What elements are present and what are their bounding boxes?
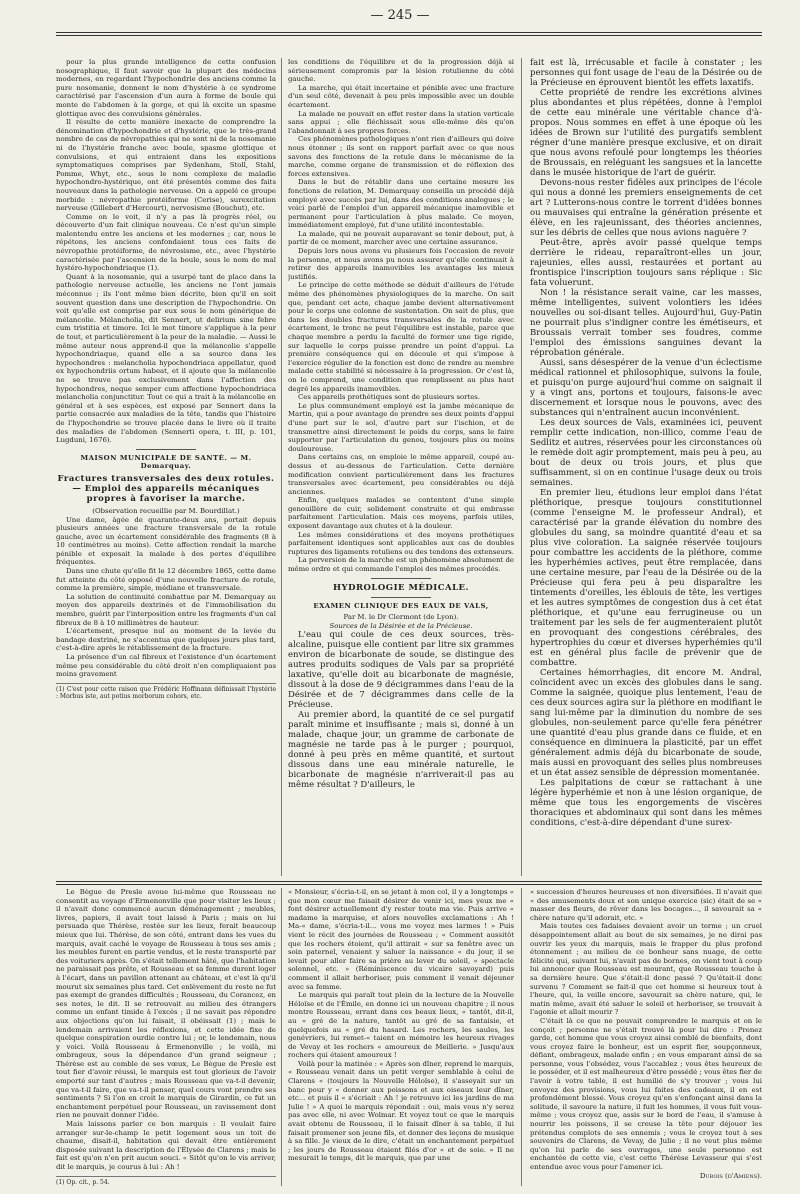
paragraph: Le plus communément employé est la jambe mécanique de Martin, qui a pour avantage de prendre ses deux points d'appui d'une part sur le sol, d'autre part sur l'ischion, et de transmettre ainsi directement le poids du corps, sans le faire supporter par l'articulation du genou, toujours plus ou moins douloureuse. bbox=[288, 401, 514, 453]
paragraph: Ces appareils prothétiques sont de plusieurs sortes. bbox=[298, 393, 481, 402]
page-number: — 245 — bbox=[370, 8, 430, 23]
paragraph: La solution de continuité combattue par M. Demarquay au moyen des appareils dextrinés et de l'immobilisation du membre, guérit par l'interposition entre les fragments d'un cal fibreux de 8 à 10 millimètres de hauteur. bbox=[56, 592, 276, 627]
paragraph: La marche, qui était incertaine et pénible avec une fracture d'un seul côté, devenait à peu près impossible avec un double écartement. bbox=[288, 83, 514, 109]
subheading: Sources de la Désirée et de la Précieuse. bbox=[329, 621, 473, 630]
paragraph: Aussi, sans désespérer de la venue d'un éclectisme médical rationnel et philosophique, suivons la foule, et puisqu'on purge aujourd'hui comme on saignait il y a vingt ans, portons et toujours, faisons-le avec discernement et lorsque nous le pouvons, avec des substances qui n'entraînent aucun inconvénient. bbox=[530, 358, 762, 418]
footnote: (1) C'est pour cette raison que Frédéric Hoffmann définissait l'hystérie : Morbus iste, aut potius morborum cohors, etc. bbox=[56, 683, 276, 701]
paragraph: Le Bègue de Presle avoue lui-même que Rousseau ne consentit au voyage d'Ermenonville que pour visiter les lieux ; il n'avait donc commencé aucun déménagement ; meubles, livres, papiers, il avait tout laissé à Paris ; mais on lui persuada que Thérèse, restée sur les lieux, ferait beaucoup mieux que lui. Thérèse, de son côté, entrant dans les vues du marquis, avait caché le voyage de Rousseau à tous ses amis ; les meubles furent en partie vendus, et le reste transporté par des voituriers après. On s'était tellement hâté, que l'habitation ne paraissait pas prête, et Rousseau et sa femme durent loger à l'écart, dans un pavillon attenant au château, et c'est là qu'il mourut six semaines plus tard. Cet enlèvement du reste ne fut pas exempt de grandes difficultés ; Rousseau, du Corancez, en ses notes, le dit. Il se retrouvait au milieu des étrangers comme un enfant timide à l'excès ; il ne savait pas répondre aux objections qu'on lui faisait, il obéissait (1) ; mais le lendemain arrivaient les réflexions, et cette idée fixe de quelque conspiration ourdie contre lui ; or, le lendemain, nous y voici. Voilà Rousseau à Ermenonville ; le voilà, mi ombrageux, sous la dépendance d'un grand seigneur ; Thérèse est au comble de ses vœux, Le Bègue de Presle est tout fier d'avoir réussi, le marquis est tout glorieux de l'avoir emporté sur tant d'autres ; mais Rousseau que va-t-il devenir, que va-t-il faire, que va-t-il penser, quel cours vont prendre ses sentiments ? Si l'on en croit le marquis de Girardin, ce fut un enchantement perpétuel pour Rousseau, un ravissement dont rien ne pouvait donner l'idée. bbox=[56, 888, 276, 1120]
column-divider bbox=[521, 58, 522, 876]
column-divider bbox=[281, 58, 282, 876]
feuilleton-column-1 bbox=[56, 888, 276, 1186]
paragraph: C'était là ce que ne pouvait comprendre le marquis et on le conçoit ; personne ne s'était trouvé là pour lui dire : Prenez garde, cet homme que vous croyez ainsi comblé de bienfaits, dont vous croyez faire le bonheur, est un esprit fier, soupçonneux, défiant, ombrageux, malade enfin ; en vous emparant ainsi de sa personne, vous l'obsédez, vous l'accablez ; vous êtes heureux de le posséder, et il est malheureux d'être possédé ; vous êtes fier de l'avoir à votre table, il est humilié de s'y trouver ; vous lui envoyez des provisions, vous lui faites des cadeaux, il en est profondément blessé. Vous croyez qu'en s'enfonçant ainsi dans la solitude, il savoure la nature, il fuit les hommes, il vous fuit vous-même ; vous croyez que, assis sur le bord de l'eau, il s'amuse à nourrir les poissons, il se creuse la tête pour déjouer les prétendus complots de ses ennemis ; vous le croyez tout à ses souvenirs de Clarens, de Vevay, de Julie ; il ne veut plus même qu'on lui parle de ses ouvrages, une seule personne est enchantée de cette vie, c'est cette Thérèse Levasseur qui s'est entendue avec vous pour l'amener ici. bbox=[530, 1016, 762, 1171]
feuilleton-column-2 bbox=[288, 888, 514, 1186]
paragraph: Comme on le voit, il n'y a pas là progrès réel, ou découverte d'un fait clinique nouveau. Ce n'est qu'un simple malentendu entre les anciens et les modernes ; car, nous le répétons, les anciens confondaient tous ces faits de névropathie protéiforme, de névrosisme, etc., avec l'hystérie caractérisée par l'ascension de la boule, sous le nom de mal hystéro-hypochondriaque (1). bbox=[56, 212, 276, 273]
footnote: (1) Op. cit., p. 54. bbox=[56, 1176, 276, 1186]
signature: Dubois (d'Amiens). bbox=[699, 1171, 762, 1180]
paragraph: Peut-être, après avoir passé quelque temps derrière le rideau, reparaîtront-elles un jour, rajeunies, elles aussi, restaurées et portant au frontispice l'inscription toujours sans réplique : Sic fata voluerunt. bbox=[530, 238, 762, 288]
paragraph: Dans une chute qu'elle fit le 12 décembre 1865, cette dame fut atteinte du côté opposé d'une nouvelle fracture de rotule, comme la première, simple, médiane et transversale. bbox=[56, 567, 276, 593]
paragraph: Il résulte de cette manière inexacte de comprendre la dénomination d'hypochondrie et d'hystérie, que le très-grand nombre de cas de névropathies qui ne sont ni de la nosomanie ni de l'hystérie franche avec boule, spasme glottique et convulsions, et qui entraient dans les expositions symptomatiques comprises par Sydenham, Stoll, Stahl, Pomme, Whyt, etc., sous le nom complexe de maladie hypochondro-hystérique, ont été présentés comme des faits nouveaux dans la pathologie nerveuse. On a appelé ce groupe morbide : névropathie protéiforme (Cerise), surexcitation nerveuse (Gillebert d'Hercourt), nervosisme (Bouchut), etc. bbox=[56, 118, 276, 213]
paragraph: Quant à la nosomanie, qui a usurpé tant de place dans la pathologie nerveuse actuelle, les anciens ne l'ont jamais méconnue ; ils l'ont même bien décrite, bien qu'il en soit souvent question dans une description de l'hypochondrie. On voit qu'elle est comprise par eux sous le nom générique de mélancolie. Mélancholia, dit Sennert, ut delirium sine febre cum tristitia et timore. Ici le mot timore s'applique à la peur de tout, et particulièrement à la peur de la maladie. — Aussi le même auteur nous apprend-il que la mélancolie s'appelle hypochondriaque, quand elle a sa source dans les hypochondres : melancholia hypochondriaca appellatur, quod ex hypochondriis ortum habeat, et il ajoute que la mélancolie ne se trouve pas exclusivement dans l'affection des hypochondres, neque semper cum affectione hypochondriaca melancholia conjunctitur. Tout ce qui a trait à la mélancolie en général et à ses espèces, est exposé par Sennert dans la partie consacrée aux maladies de la tête, tandis que l'histoire de l'hypochondrie se trouve placée dans le livre où il traite des maladies de l'abdomen (Sennerti opera, t. III, p. 101, Lugduni, 1676). bbox=[56, 272, 276, 445]
paragraph: L'eau qui coule de ces deux sources, très-alcaline, puisque elle contient par litre six grammes environ de bicarbonate de soude, se distingue des autres produits sodiques de Vals par sa propriété laxative, qu'elle doit au bicarbonate de magnésie, dissout à la dose de 9 décigrammes dans l'eau de la Désirée et de 7 décigrammes dans celle de la Précieuse. bbox=[288, 630, 514, 711]
paragraph: La malade, qui ne pouvait auparavant se tenir debout, put, à partir de ce moment, marcher avec une certaine assurance. bbox=[288, 229, 514, 247]
paragraph: Depuis lors nous avons vu plusieurs fois l'occasion de revoir la personne, et nous avons pu nous assurer qu'elle continuait à retirer des appareils inamovibles les avantages les mieux justifiés. bbox=[288, 247, 514, 281]
paragraph: La présence d'un cal fibreux et l'existence d'un écartement même peu considérable du côté droit n'en compliquaient pas moins gravement bbox=[56, 653, 276, 679]
paragraph: les conditions de l'équilibre et de la progression déjà si sérieusement compromis par la lésion rotulienne du côté gauche. bbox=[288, 58, 514, 84]
feuilleton-rule bbox=[56, 881, 762, 882]
paragraph: Mais laissons parler ce bon marquis : Il voulait faire arranger sur-le-champ le petit logement sous un toit de chaume, disait-il, habitation qui devait être entièrement disposée suivant la description de l'Élysée de Clarens ; mais le fait est qu'on n'en prit aucun souci. « Sitôt qu'on le vis arriver, dit le marquis, je courus à lui : Ah ! bbox=[56, 1120, 276, 1171]
separator bbox=[136, 449, 196, 450]
paragraph: Devons-nous rester fidèles aux principes de l'école qui nous a donné les premiers enseignements de cet art ? Lutterons-nous contre le torrent d'idées bonnes ou mauvaises qui entraîne la génération présente et élève, en les rajeunissant, des théories anciennes, sur les débris de celles que nous avions naguère ? bbox=[530, 178, 762, 238]
paragraph: Au premier abord, la quantité de ce sel purgatif paraît minime et insuffisante ; mais si, donné à un malade, chaque jour, un gramme de carbonate de magnésie ne tarde pas à le purger ; pourquoi, donné à peu près en même quantité, et surtout dissous dans une eau minérale naturelle, le bicarbonate de magnésie n'arriverait-il pas au même résultat ? D'ailleurs, le bbox=[288, 710, 514, 791]
article-title: Fractures transversales des deux rotules. — Emploi des appareils mécaniques propres à favoriser la marche. bbox=[57, 473, 275, 504]
article-title: EXAMEN CLINIQUE DES EAUX DE VALS, bbox=[313, 601, 489, 610]
paragraph: En premier lieu, étudions leur emploi dans l'état pléthorique, presque toujours constitutionnel (comme l'enseigne M. le professeur Andral), et caractérisé par la grande élévation du nombre des globules du sang, sa moindre quantité d'eau et sa plus vive coloration. La saignée réservée toujours pour combattre les accidents de la pléthore, comme les hyperhémies actives, peut être remplacée, dans une certaine mesure, par l'eau de la Désirée ou de la Précieuse qui fera peu à peu disparaître les tintements d'oreilles, les éblouis de tête, les vertiges et les autres symptômes de congestion dus à cet état pléthorique, et qu'une eau ferrugineuse ou un traitement par les sels de fer augmenteraient plutôt en provoquant des congestions cérébrales, des hypertrophies du cœur et diverses hyperhémies qu'il est en général plus facile de prévenir que de combattre. bbox=[530, 488, 762, 668]
paragraph: pour la plus grande intelligence de cette confusion nosographique, il faut savoir que la plupart des médecins modernes, en regardant l'hypochondrie des anciens comme la pure nosomanie, donnent le nom d'hystérie à ce syndrome caractérisé par l'ascension d'un aura à forme de boule qui monte de l'abdomen à la gorge, et qui là excite un spasme glottique avec des convulsions générales. bbox=[56, 58, 276, 118]
section-heading: MAISON MUNICIPALE DE SANTÉ. — M. Demarquay. bbox=[80, 453, 252, 471]
paragraph: Dans certains cas, on emploie le même appareil, coupé au-dessus et au-dessous de l'articulation. Cette dernière modification convient particulièrement dans les fractures transversales avec écartement, peu considérables ou déjà anciennes. bbox=[288, 453, 514, 496]
header-rule-bottom bbox=[56, 35, 762, 36]
paragraph: Mais toutes ces fadaises devaient avoir un terme ; un cruel désappointement allait au bout de six semaines, je ne dirai pas ouvrir les yeux du marquis, mais le frapper du plus profond étonnement ; au milieu de ce bonheur sans nuage, de cette félicité qui, suivant lui, n'avait pas de bornes, on vient tout à coup lui annoncer que Rousseau est mourant, que Rousseau touche à sa dernière heure. Que s'était-il donc passé ? Qu'était-il donc survenu ? Comment se fait-il que cet homme si heureux tout à l'heure, qui, la veille encore, savourait sa chère nature, qui, le matin même, avait été saluer le soleil et herboriser, se trouvait à l'agonie et allait mourir ? bbox=[530, 922, 762, 1017]
paragraph: Cette propriété de rendre les excrétions alvines plus abondantes et plus répétées, donne à l'emploi de cette eau minérale une véritable chance d'à-propos. Nous sommes en effet à une époque où les idées de Brown sur l'utilité des purgatifs semblent régner d'une manière presque exclusive, et on dirait que nous avons refoulé pour longtemps les théories de Broussais, en reléguant les sangsues et la lancette dans le musée historique de l'art de guérir. bbox=[530, 88, 762, 178]
column-3 bbox=[530, 58, 762, 876]
column-1 bbox=[56, 58, 276, 876]
paragraph: L'écartement, presque nul au moment de la levée du bandage dextriné, ne s'accentua que quelques jours plus tard, c'est-à-dire après le rétablissement de la fracture. bbox=[56, 627, 276, 653]
separator bbox=[371, 578, 431, 579]
paragraph: Enfin, quelques malades se contentent d'une simple genouillère de cuir, solidement construite et qui embrasse parfaitement l'articulation. Mais ces moyens, parfois utiles, exposent davantage aux chutes et à la douleur. bbox=[288, 496, 514, 531]
paragraph: « Monsieur, s'écria-t-il, en se jetant à mon col, il y a longtemps « que mon cœur me faisait désirer de venir ici, mes yeux me « font désirer actuellement d'y rester toute ma vie. Puis arrive « madame la marquise, et alors nouvelles exclamations : Ah ! Ma-« dame, s'écria-t-il... vous me voyez mes larmes ! » Puis vient le récit des journées de Rousseau ; « Comment aussitôt que les rochers étoient, qu'il attirait « sur sa fenêtre avec un soin paternel, venaient y saluer la naissance « du jour, il se levait pour aller faire sa prière au lever du soleil, « spectacle solennel, etc. » (Réminiscence du vicaire savoyard) puis comment il allait herboriser, puis comment il venait déjeuner avec sa femme. bbox=[288, 888, 514, 991]
paragraph: Les mêmes considérations et des moyens prothétiques parfaitement identiques sont applicables aux cas de doubles ruptures des ligaments rotuliens ou des tendons des extenseurs. bbox=[288, 530, 514, 556]
column-divider bbox=[521, 888, 522, 1186]
paragraph: La malade ne pouvait en effet rester dans la station verticale sans appui ; elle fléchissait sous elle-même dès qu'on l'abandonnait à ses propres forces. bbox=[288, 109, 514, 135]
column-divider bbox=[281, 888, 282, 1186]
author-line: Par M. le Dr Clermont (de Lyon). bbox=[343, 613, 459, 622]
column-2 bbox=[288, 58, 514, 876]
paragraph: Certaines hémorrhagies, dit encore M. Andral, coïncident avec un excès des globules dans le sang. Comme la saignée, quoique plus lentement, l'eau de ces deux sources agira sur la pléthore en modifiant le sang lui-même par la diminution du nombre de ses globules, non-seulement parce qu'elle fera pénétrer une quantité d'eau plus grande dans ce fluide, et en conséquence en diminuera la plasticité, par un effet généralement admis déjà du bicarbonate de soude, mais aussi en provoquant des selles plus nombreuses et un état assez sensible de dépression momentanée. bbox=[530, 668, 762, 778]
paragraph: Non ! la résistance serait vaine, car les masses, même intelligentes, suivent volontiers les idées nouvelles ou soi-disant telles. Aujourd'hui, Guy-Patin ne pourrait plus s'indigner contre les émétiseurs, et Broussais verrait tomber ses foudres, comme l'emploi des émissions sanguines devant la réprobation générale. bbox=[530, 288, 762, 358]
feuilleton-rule-second bbox=[56, 884, 762, 885]
paragraph: Ces phénomènes pathologiques n'ont rien d'ailleurs qui doive nous étonner ; ils sont en rapport parfait avec ce que nous savons des fonctions de la rotule dans le mécanisme de la marche, comme organe de transmission et de réflexion des forces extensives. bbox=[288, 135, 514, 178]
paragraph: Voilà pour la matinée : « Après son dîner, reprend le marquis, « Rousseau venait dans un petit verger semblable à celui de Clarens « (toujours la Nouvelle Héloïse), il s'asseyait sur un banc pour y « donner aux poissons et aux oiseaux leur dîner, etc... et puis il « s'écriait : Ah ! je retrouve ici les jardins de ma Julie ! » A quoi le marquis répondait : oui, mais vous n'y serez pas avec elle, ni avec Wolmar. Et voyez tout ce que le marquis avait obtenu de Rousseau, il le faisait dîner à sa table, il lui faisait promener son jeune fils, et donner des leçons de musique à sa fille. Je vieux de le dire, c'était un enchantement perpétuel ; les jours de Rousseau étaient filés d'or « et de soie. » Il ne mesurait le temps, dit le marquis, que par une bbox=[288, 1059, 514, 1163]
observation-note: (Observation recueillie par M. Bourdillat.) bbox=[92, 506, 240, 515]
paragraph: Les palpitations de cœur se rattachant à une légère hyperhémie et non à une lésion organique, de même que tous les engorgements de viscères thoraciques et abdominaux qui sont dans les mêmes conditions, c'est-à-dire dépendant d'une surex- bbox=[530, 778, 762, 828]
paragraph: Dans le but de rétablir dans une certaine mesure les fonctions de relation, M. Demarquay conseilla un procédé déjà employé avec succès par lui, dans des conditions analogues ; le voici parlé de l'emploi d'un appareil mécanique inamovible et permanent pour l'articulation à plus malade. Ce moyen, immédiatement employé, fut d'une utilité incontestable. bbox=[288, 178, 514, 230]
header-rule-top bbox=[56, 32, 762, 33]
feuilleton-column-3 bbox=[530, 888, 762, 1186]
section-heading: HYDROLOGIE MÉDICALE. bbox=[332, 582, 469, 593]
paragraph: La perversion de la marche est un phénomène absolument de même ordre et qui commande l'emploi des mêmes procédés. bbox=[288, 556, 514, 574]
paragraph: Une dame, âgée de quarante-deux ans, portait depuis plusieurs années une fracture transversale de la rotule gauche, avec un écartement considérable des fragments (8 à 10 centimètres au moins). Cette affection rendait la marche pénible et exposait la malade à des pertes d'équilibre fréquentes. bbox=[56, 515, 276, 567]
paragraph: Le marquis qui paraît tout plein de la lecture de la Nouvelle Héloïse et de l'Émile, en donne ici un nouveau chapitre ; il nous montre Rousseau, errant dans ces beaux lieux, « tantôt, dit-il, au « gré de la nature, tantôt au gré de sa fantaisie, et quelquefois au « gré du hasard. Les rochers, les saules, les genévriers, lui remet-« taient en mémoire les heureux rivages de Vevay et les rochers « amoureux de Meillerie. » Jusqu'aux rochers qui étaient amoureux ! bbox=[288, 991, 514, 1060]
paragraph: Le principe de cette méthode se déduit d'ailleurs de l'étude même des phénomènes physiologiques de la marche. On sait que, pendant cet acte, chaque jambe devient alternativement pour le corps une colonne de sustentation. On sait de plus, que dans les doubles fractures transversales de la rotule avec écartement, le tronc ne peut l'équilibre est instable, parce que chaque membre a perdu la faculté de former une tige rigide, sur laquelle le corps puisse prendre un point d'appui. La première conséquence qui en découle et qui s'impose à l'exercice régulier de la fonction est donc de rendre au membre malade cette stabilité si nécessaire à la progression. Or c'est là, on le comprend, une condition que remplissent au plus haut degré les appareils inamovibles. bbox=[288, 281, 514, 393]
separator bbox=[371, 597, 431, 598]
paragraph: fait est là, irrécusable et facile à constater ; les personnes qui font usage de l'eau de la Désirée ou de la Précieuse en éprouvent bientôt les effets laxatifs. bbox=[530, 58, 762, 88]
paragraph: Les deux sources de Vals, examinées ici, peuvent remplir cette indication, non-illico, comme l'eau de Sedlitz et autres, réservées pour les circonstances où le remède doit agir promptement, mais peu à peu, au bout de deux ou trois jours, et plus que suffisamment, si on en continue l'usage deux ou trois semaines. bbox=[530, 418, 762, 488]
paragraph: « succession d'heures heureuses et non diversifiées. Il n'avait que « des amusements doux et son unique exercice (sic) était de se « masser des fleurs, de rêver dans les bocages..., il savourait sa « chère nature qu'il adorait, etc. » bbox=[530, 888, 762, 922]
